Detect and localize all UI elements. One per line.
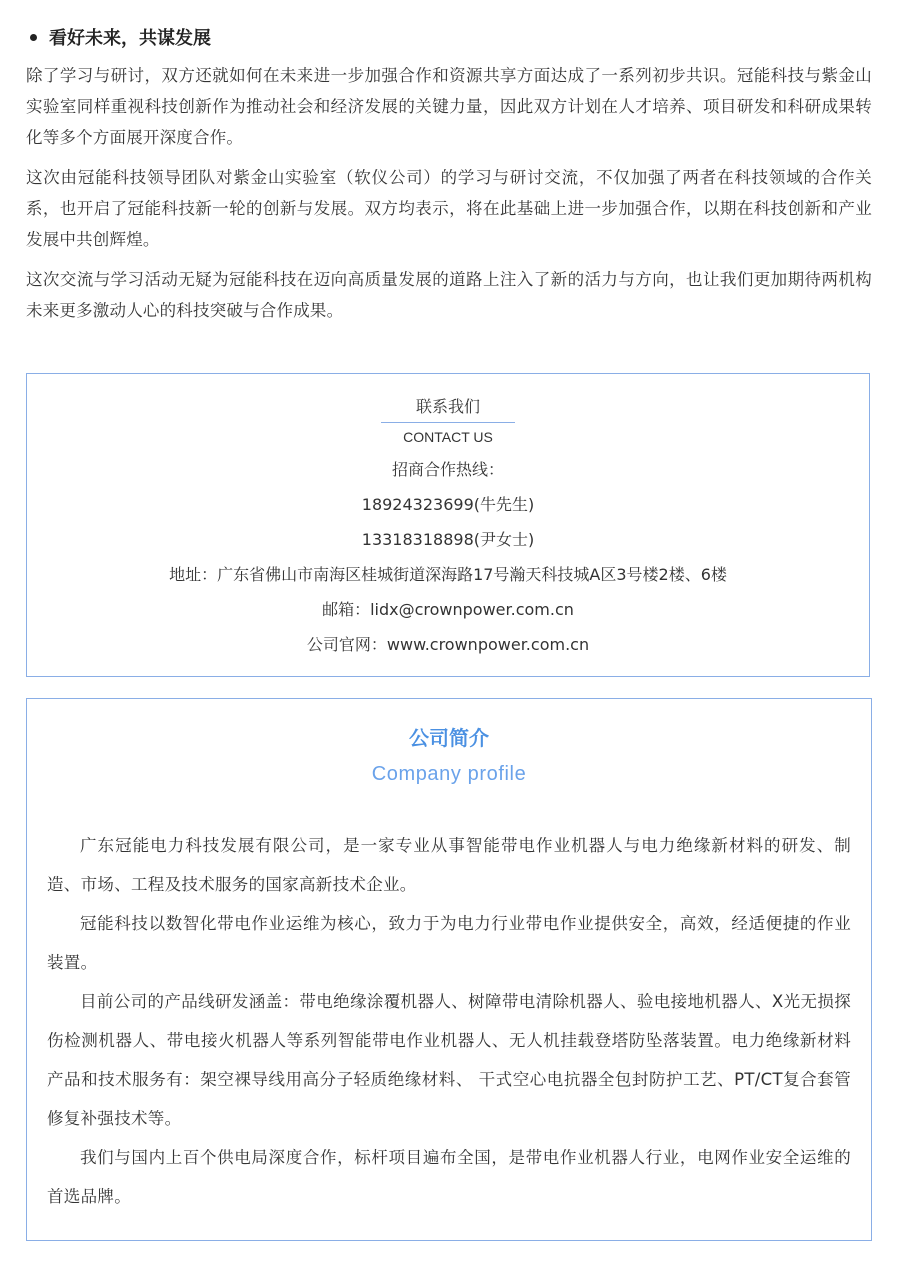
profile-title: 公司简介	[409, 726, 489, 750]
profile-paragraph: 我们与国内上百个供电局深度合作，标杆项目遍布全国，是带电作业机器人行业，电网作业安全运维的首选品牌。	[47, 1148, 851, 1206]
profile-paragraph: 目前公司的产品线研发涵盖：带电绝缘涂覆机器人、树障带电清除机器人、验电接地机器人、X光无损探伤检测机器人、带电接火机器人等系列智能带电作业机器人、无人机挂载登塔防坠落装置。电力绝缘新材料产品和技术服务有：架空裸导线用高分子轻质绝缘材料、 干式空心电抗器全包封防护工艺、PT/CT复合套管修复补强技术等。	[47, 992, 851, 1128]
bullet-icon	[30, 34, 37, 41]
company-profile-box	[26, 698, 872, 1241]
contact-email: 邮箱：lidx@crownpower.com.cn	[322, 600, 574, 619]
profile-paragraph: 冠能科技以数智化带电作业运维为核心，致力于为电力行业带电作业提供安全，高效，经适便捷的作业装置。	[47, 914, 851, 972]
profile-subtitle: Company profile	[371, 763, 527, 785]
contact-divider	[381, 422, 515, 423]
contact-subtitle: CONTACT US	[403, 429, 493, 445]
contact-address: 地址：广东省佛山市南海区桂城街道深海路17号瀚天科技城A区3号楼2楼、6楼	[169, 565, 727, 584]
section-heading-text: 看好未来，共谋发展	[49, 28, 211, 49]
article-section	[26, 22, 872, 335]
contact-box	[26, 373, 870, 677]
profile-body	[47, 826, 851, 1216]
phone-number: 13318318898(尹女士)	[361, 530, 535, 549]
contact-website: 公司官网：www.crownpower.com.cn	[306, 635, 590, 654]
contact-title: 联系我们	[415, 397, 480, 416]
article-paragraph: 除了学习与研讨，双方还就如何在未来进一步加强合作和资源共享方面达成了一系列初步共识。冠能科技与紫金山实验室同样重视科技创新作为推动社会和经济发展的关键力量，因此双方计划在人才培养、项目研发和科研成果转化等多个方面展开深度合作。	[26, 66, 872, 147]
section-heading	[26, 22, 872, 52]
article-paragraph: 这次由冠能科技领导团队对紫金山实验室（软仪公司）的学习与研讨交流，不仅加强了两者在科技领域的合作关系，也开启了冠能科技新一轮的创新与发展。双方均表示，将在此基础上进一步加强合作，以期在科技创新和产业发展中共创辉煌。	[26, 168, 872, 249]
article-paragraph: 这次交流与学习活动无疑为冠能科技在迈向高质量发展的道路上注入了新的活力与方向，也让我们更加期待两机构未来更多激动人心的科技突破与合作成果。	[26, 270, 872, 320]
phone-number: 18924323699(牛先生)	[361, 495, 535, 514]
hotline-label: 招商合作热线：	[391, 460, 504, 479]
profile-paragraph: 广东冠能电力科技发展有限公司，是一家专业从事智能带电作业机器人与电力绝缘新材料的研发、制造、市场、工程及技术服务的国家高新技术企业。	[47, 836, 851, 894]
